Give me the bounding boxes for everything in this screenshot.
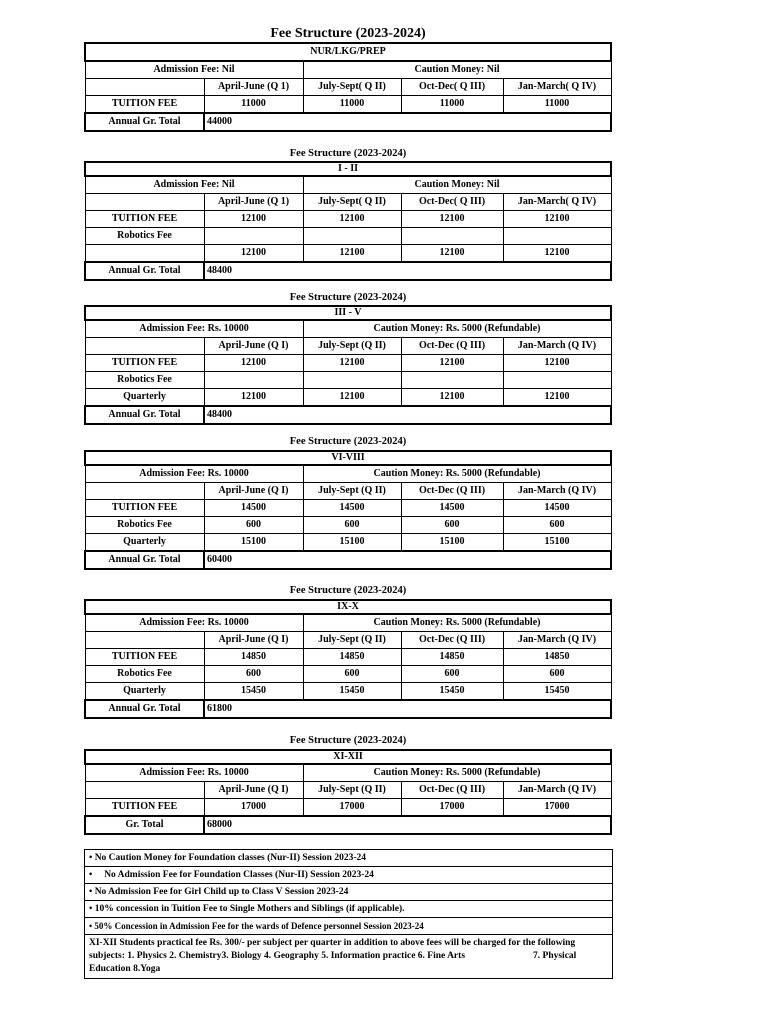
note-item: • 50% Concession in Admission Fee for the wards of Defence personnel Session 2023-24: [85, 918, 612, 935]
fee-cell: 600: [401, 666, 503, 683]
fee-cell: 15450: [503, 683, 611, 701]
fee-cell: 15450: [401, 683, 503, 701]
caution-money: Caution Money: Rs. 5000 (Refundable): [303, 764, 611, 782]
fee-cell: 600: [204, 517, 303, 534]
admission-fee: Admission Fee: Nil: [85, 61, 303, 79]
fee-cell: 14850: [303, 649, 401, 666]
quarter-header: Oct-Dec (Q III): [401, 483, 503, 500]
quarter-header: Oct-Dec( Q III): [401, 194, 503, 211]
row-label: Robotics Fee: [85, 228, 204, 245]
quarter-header: Oct-Dec( Q III): [401, 79, 503, 96]
fee-cell: 12100: [401, 389, 503, 407]
row-label: Quarterly: [85, 389, 204, 407]
class-heading: I - II: [85, 162, 611, 176]
fee-cell: 11000: [303, 96, 401, 114]
fee-cell: 12100: [503, 245, 611, 263]
practical-note-line: 7. Physical: [533, 951, 577, 961]
quarter-header: April-June (Q I): [204, 483, 303, 500]
fee-cell: 12100: [303, 245, 401, 263]
fee-cell: 14850: [503, 649, 611, 666]
row-label: Quarterly: [85, 534, 204, 552]
caution-money: Caution Money: Rs. 5000 (Refundable): [303, 614, 611, 632]
fee-cell: [503, 228, 611, 245]
fee-cell: [204, 228, 303, 245]
section-title: Fee Structure (2023-2024): [289, 735, 407, 746]
fee-cell: [204, 372, 303, 389]
total-value: 48400: [204, 262, 611, 280]
total-value: 60400: [204, 551, 611, 569]
fee-cell: 600: [503, 666, 611, 683]
caution-money: Caution Money: Rs. 5000 (Refundable): [303, 320, 611, 338]
quarter-header: Oct-Dec (Q III): [401, 782, 503, 799]
quarter-header: April-June (Q I): [204, 632, 303, 649]
fee-cell: 12100: [503, 389, 611, 407]
admission-fee: Admission Fee: Rs. 10000: [85, 465, 303, 483]
fee-cell: 12100: [401, 355, 503, 372]
note-item: • No Caution Money for Foundation classes (Nur-II) Session 2023-24: [85, 850, 612, 867]
row-label: TUITION FEE: [85, 211, 204, 228]
fee-table-ix-x: [84, 599, 612, 719]
fee-cell: 12100: [303, 389, 401, 407]
caution-money: Caution Money: Rs. 5000 (Refundable): [303, 465, 611, 483]
fee-cell: [401, 372, 503, 389]
section-title: Fee Structure (2023-2024): [289, 436, 407, 447]
main-title: Fee Structure (2023-2024): [270, 26, 426, 41]
fee-cell: 600: [303, 666, 401, 683]
fee-cell: 12100: [204, 245, 303, 263]
row-label: [85, 245, 204, 263]
quarter-header: Oct-Dec (Q III): [401, 338, 503, 355]
total-value: 44000: [204, 113, 611, 131]
quarter-header: April-June (Q 1): [204, 79, 303, 96]
total-label: Annual Gr. Total: [85, 700, 204, 718]
section-title: Fee Structure (2023-2024): [289, 148, 407, 159]
fee-cell: 600: [303, 517, 401, 534]
note-item: • 10% concession in Tuition Fee to Single Mothers and Siblings (if applicable).: [85, 901, 612, 918]
caution-money: Caution Money: Nil: [303, 176, 611, 194]
fee-cell: 12100: [303, 355, 401, 372]
total-value: 61800: [204, 700, 611, 718]
row-label: Robotics Fee: [85, 372, 204, 389]
note-item: • No Admission Fee for Foundation Classes (Nur-II) Session 2023-24: [85, 867, 612, 884]
fee-cell: [401, 228, 503, 245]
fee-cell: 12100: [401, 211, 503, 228]
quarter-header: Jan-March (Q IV): [503, 338, 611, 355]
quarter-header: April-June (Q I): [204, 782, 303, 799]
fee-cell: 15100: [303, 534, 401, 552]
fee-cell: 11000: [401, 96, 503, 114]
fee-cell: 12100: [204, 211, 303, 228]
note-item: • No Admission Fee for Girl Child up to Class V Session 2023-24: [85, 884, 612, 901]
quarter-header: July-Sept (Q II): [303, 338, 401, 355]
total-label: Annual Gr. Total: [85, 262, 204, 280]
fee-cell: 15450: [204, 683, 303, 701]
class-heading: IX-X: [85, 600, 611, 614]
total-value: 48400: [204, 406, 611, 424]
row-label: TUITION FEE: [85, 500, 204, 517]
quarter-header: Jan-March (Q IV): [503, 483, 611, 500]
class-heading: III - V: [85, 306, 611, 320]
quarter-header: Jan-March( Q IV): [503, 79, 611, 96]
class-heading: VI-VIII: [85, 451, 611, 465]
row-label: Robotics Fee: [85, 517, 204, 534]
fee-cell: [303, 372, 401, 389]
fee-cell: 17000: [303, 799, 401, 817]
quarter-header: July-Sept (Q II): [303, 632, 401, 649]
section-title: Fee Structure (2023-2024): [289, 585, 407, 596]
fee-cell: 12100: [303, 211, 401, 228]
fee-cell: 14850: [401, 649, 503, 666]
fee-cell: 14500: [303, 500, 401, 517]
fee-cell: 11000: [503, 96, 611, 114]
practical-note-line: subjects: 1. Physics 2. Chemistry3. Biology 4. Geography 5. Information practice 6. Fine Arts: [89, 951, 466, 961]
class-heading: NUR/LKG/PREP: [85, 43, 611, 61]
fee-cell: 15100: [204, 534, 303, 552]
total-label: Annual Gr. Total: [85, 113, 204, 131]
fee-cell: 17000: [204, 799, 303, 817]
quarter-header: Oct-Dec (Q III): [401, 632, 503, 649]
fee-cell: 11000: [204, 96, 303, 114]
fee-cell: 14500: [503, 500, 611, 517]
practical-note-line: Education 8.Yoga: [89, 964, 161, 974]
total-value: 68000: [204, 816, 611, 834]
fee-cell: 17000: [503, 799, 611, 817]
practical-fee-note: [85, 935, 612, 978]
fee-cell: 12100: [401, 245, 503, 263]
section-title: Fee Structure (2023-2024): [289, 292, 407, 303]
quarter-header: Jan-March( Q IV): [503, 194, 611, 211]
total-label: Annual Gr. Total: [85, 406, 204, 424]
fee-cell: 12100: [503, 211, 611, 228]
fee-cell: 17000: [401, 799, 503, 817]
quarter-header: July-Sept( Q II): [303, 79, 401, 96]
fee-cell: 12100: [503, 355, 611, 372]
row-label: TUITION FEE: [85, 649, 204, 666]
fee-cell: 14500: [204, 500, 303, 517]
admission-fee: Admission Fee: Rs. 10000: [85, 764, 303, 782]
admission-fee: Admission Fee: Rs. 10000: [85, 614, 303, 632]
fee-table-nur-lkg-prep: [84, 42, 612, 132]
quarter-header: Jan-March (Q IV): [503, 782, 611, 799]
caution-money: Caution Money: Nil: [303, 61, 611, 79]
fee-cell: 14850: [204, 649, 303, 666]
fee-cell: 14500: [401, 500, 503, 517]
quarter-header: Jan-March (Q IV): [503, 632, 611, 649]
fee-table-i-ii: [84, 161, 612, 281]
class-heading: XI-XII: [85, 750, 611, 764]
fee-cell: 15100: [503, 534, 611, 552]
fee-table-vi-viii: [84, 450, 612, 570]
fee-table-iii-v: [84, 305, 612, 425]
fee-cell: 600: [401, 517, 503, 534]
total-label: Annual Gr. Total: [85, 551, 204, 569]
quarter-header: July-Sept (Q II): [303, 483, 401, 500]
row-label: Quarterly: [85, 683, 204, 701]
row-label: Robotics Fee: [85, 666, 204, 683]
fee-table-xi-xii: [84, 749, 612, 835]
total-label: Gr. Total: [85, 816, 204, 834]
fee-cell: 15100: [401, 534, 503, 552]
quarter-header: April-June (Q I): [204, 338, 303, 355]
admission-fee: Admission Fee: Rs. 10000: [85, 320, 303, 338]
fee-cell: [503, 372, 611, 389]
quarter-header: April-June (Q 1): [204, 194, 303, 211]
fee-cell: 15450: [303, 683, 401, 701]
row-label: TUITION FEE: [85, 355, 204, 372]
practical-note-line: XI-XII Students practical fee Rs. 300/- per subject per quarter in addition to above fees will be charged for the following: [89, 938, 576, 948]
row-label: TUITION FEE: [85, 799, 204, 817]
admission-fee: Admission Fee: Nil: [85, 176, 303, 194]
fee-cell: 12100: [204, 389, 303, 407]
notes-box: [84, 849, 613, 979]
row-label: TUITION FEE: [85, 96, 204, 114]
fee-cell: 600: [204, 666, 303, 683]
fee-cell: 12100: [204, 355, 303, 372]
fee-cell: [303, 228, 401, 245]
quarter-header: July-Sept( Q II): [303, 194, 401, 211]
fee-cell: 600: [503, 517, 611, 534]
quarter-header: July-Sept (Q II): [303, 782, 401, 799]
